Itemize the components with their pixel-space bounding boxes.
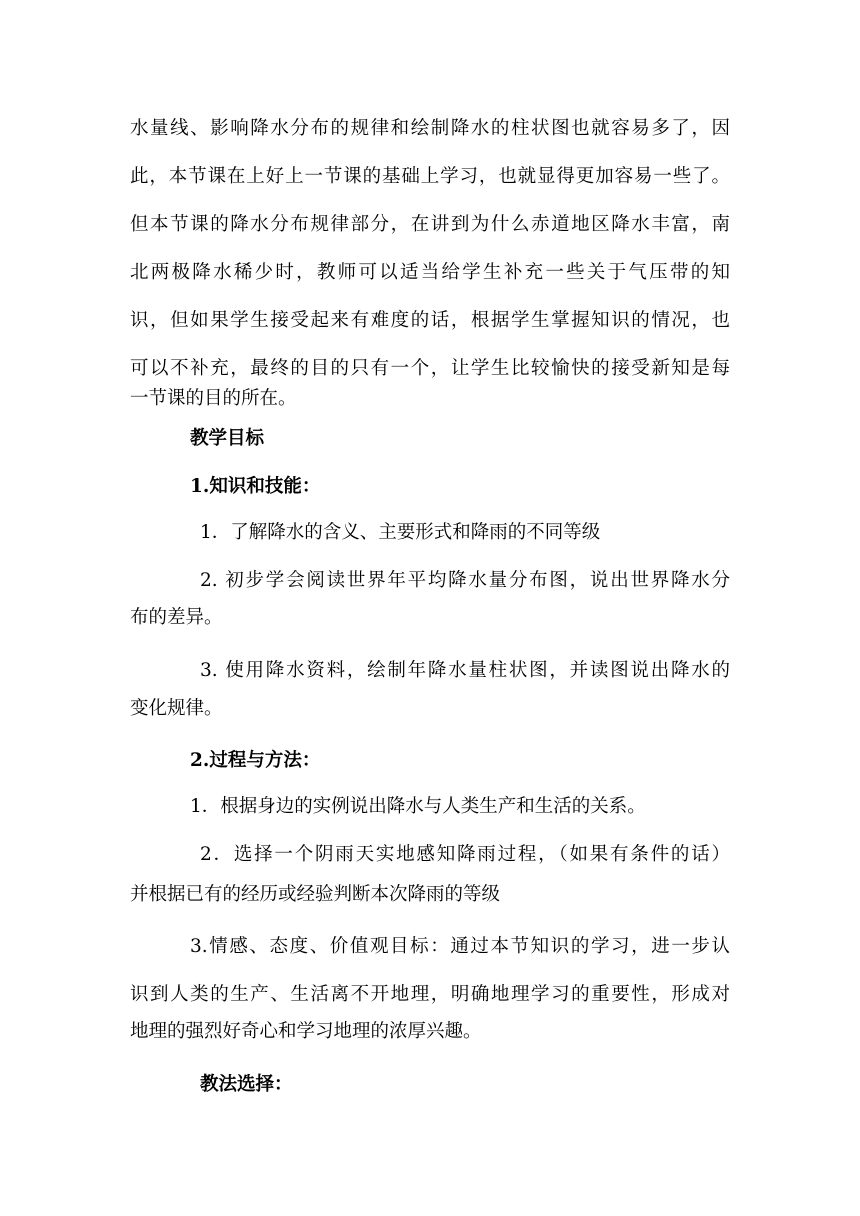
intro-line-5: 识，但如果学生接受起来有难度的话，根据学生掌握知识的情况，也 (130, 310, 730, 331)
emotion-line-3: 地理的强烈好奇心和学习地理的浓厚兴趣。 (130, 1021, 482, 1042)
knowledge-item-2: 2. 初步学会阅读世界年平均降水量分布图，说出世界降水分 (200, 570, 730, 591)
process-item-1: 1．根据身边的实例说出降水与人类生产和生活的关系。 (190, 796, 646, 817)
emotion-line-1: 3.情感、态度、价值观目标：通过本节知识的学习，进一步认 (190, 936, 730, 957)
emotion-line-2: 识到人类的生产、生活离不开地理，明确地理学习的重要性，形成对 (130, 984, 730, 1005)
method-heading: 教法选择： (200, 1074, 293, 1095)
knowledge-item-3: 3. 使用降水资料，绘制年降水量柱状图，并读图说出降水的 (200, 660, 730, 681)
intro-line-6: 可以不补充，最终的目的只有一个，让学生比较愉快的接受新知是每 (130, 358, 730, 379)
intro-line-1: 水量线、影响降水分布的规律和绘制降水的柱状图也就容易多了，因 (130, 118, 730, 139)
process-heading: 2.过程与方法： (190, 750, 321, 771)
process-item-2-cont: 并根据已有的经历或经验判断本次降雨的等级 (130, 884, 501, 905)
process-item-2: 2．选择一个阴雨天实地感知降雨过程，（如果有条件的话） (200, 844, 730, 865)
knowledge-item-3-cont: 变化规律。 (130, 698, 223, 719)
intro-line-7: 一节课的目的所在。 (130, 388, 297, 409)
knowledge-item-2-cont: 布的差异。 (130, 607, 223, 628)
intro-line-2: 此，本节课在上好上一节课的基础上学习，也就显得更加容易一些了。 (130, 166, 730, 187)
knowledge-item-1: 1．了解降水的含义、主要形式和降雨的不同等级 (200, 522, 601, 543)
teaching-goals-heading: 教学目标 (190, 428, 265, 449)
intro-line-4: 北两极降水稀少时，教师可以适当给学生补充一些关于气压带的知 (130, 262, 730, 283)
intro-line-3: 但本节课的降水分布规律部分，在讲到为什么赤道地区降水丰富，南 (130, 214, 730, 235)
knowledge-heading: 1.知识和技能： (190, 476, 321, 497)
